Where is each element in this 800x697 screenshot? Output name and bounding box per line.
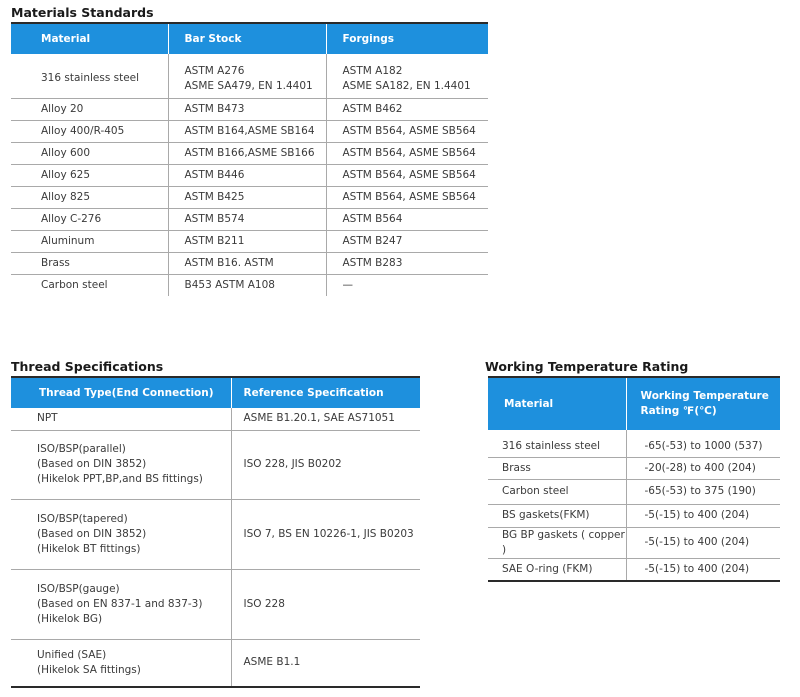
table-row [11, 186, 488, 208]
temp-material-cell: 316 stainless steel [488, 436, 626, 457]
forgings-cell: ASTM B283 [326, 252, 488, 274]
materials-header-row [11, 23, 488, 54]
material-cell: Aluminum [11, 230, 168, 252]
bar-stock-cell: ASTM B211 [168, 230, 326, 252]
temp-material-cell: Carbon steel [488, 479, 626, 504]
table-row [488, 527, 780, 558]
temp-rating-cell: -20(-28) to 400 (204) [626, 457, 780, 479]
material-cell: Alloy C-276 [11, 208, 168, 230]
table-row [11, 120, 488, 142]
forgings-cell: ASTM B564, ASME SB564 [326, 120, 488, 142]
table-row [11, 430, 420, 499]
temperature-header-row [488, 377, 780, 430]
material-cell: Carbon steel [11, 274, 168, 296]
temp-material-cell: Brass [488, 457, 626, 479]
temp-rating-cell: -5(-15) to 400 (204) [626, 504, 780, 527]
thread-title: Thread Specifications [11, 359, 164, 374]
temp-material-cell: BS gaskets(FKM) [488, 504, 626, 527]
bar-stock-cell: B453 ASTM A108 [168, 274, 326, 296]
material-cell: Alloy 825 [11, 186, 168, 208]
material-cell: Alloy 20 [11, 98, 168, 120]
bar-stock-cell: ASTM B425 [168, 186, 326, 208]
temp-rating-cell: -5(-15) to 400 (204) [626, 527, 780, 558]
temperature-title: Working Temperature Rating [485, 359, 689, 374]
temp-rating-cell: -65(-53) to 1000 (537) [626, 436, 780, 457]
table-row [11, 142, 488, 164]
bar-stock-cell: ASTM B166,ASME SB166 [168, 142, 326, 164]
temperature-table [488, 376, 780, 582]
header-reference-spec: Reference Specification [231, 377, 420, 408]
bar-stock-cell: ASTM A276 ASME SA479, EN 1.4401 [168, 60, 326, 98]
thread-table [11, 376, 420, 688]
table-row [11, 274, 488, 296]
temp-rating-cell: -65(-53) to 375 (190) [626, 479, 780, 504]
material-cell: Alloy 625 [11, 164, 168, 186]
material-cell: Alloy 400/R-405 [11, 120, 168, 142]
thread-type-cell: Unified (SAE) (Hikelok SA fittings) [11, 639, 231, 687]
header-bar-stock: Bar Stock [168, 23, 326, 54]
reference-spec-cell: ISO 7, BS EN 10226-1, JIS B0203 [231, 499, 420, 569]
thread-type-cell: ISO/BSP(tapered) (Based on DIN 3852) (Hikelok BT fittings) [11, 499, 231, 569]
table-row [11, 252, 488, 274]
bar-stock-cell: ASTM B574 [168, 208, 326, 230]
bar-stock-cell: ASTM B164,ASME SB164 [168, 120, 326, 142]
reference-spec-cell: ASME B1.20.1, SAE AS71051 [231, 408, 420, 430]
header-temp-material: Material [488, 377, 626, 430]
reference-spec-cell: ASME B1.1 [243, 656, 301, 669]
table-row [11, 98, 488, 120]
table-row [11, 639, 420, 687]
temp-material-cell: BG BP gaskets ( copper ) [488, 527, 626, 558]
bar-stock-cell: ASTM B473 [168, 98, 326, 120]
temp-material-cell: SAE O-ring (FKM) [488, 558, 626, 581]
forgings-cell: ASTM B564, ASME SB564 [326, 186, 488, 208]
materials-title: Materials Standards [11, 5, 154, 20]
forgings-cell: ASTM B564 [326, 208, 488, 230]
forgings-cell: ASTM A182 ASME SA182, EN 1.4401 [326, 60, 488, 98]
thread-type-cell: ISO/BSP(gauge) (Based on EN 837-1 and 837-3) (Hikelok BG) [11, 569, 231, 639]
table-row [11, 230, 488, 252]
table-row [488, 457, 780, 479]
forgings-cell: — [342, 278, 353, 291]
table-row [488, 504, 780, 527]
header-thread-type: Thread Type(End Connection) [11, 377, 231, 408]
forgings-cell: ASTM B564, ASME SB564 [326, 164, 488, 186]
table-row [11, 208, 488, 230]
material-cell: Brass [11, 252, 168, 274]
bar-stock-cell: ASTM B16. ASTM [168, 252, 326, 274]
forgings-cell: ASTM B462 [326, 98, 488, 120]
table-row [11, 569, 420, 639]
materials-table [11, 22, 488, 296]
bar-stock-cell: ASTM B446 [168, 164, 326, 186]
thread-type-cell: ISO/BSP(parallel) (Based on DIN 3852) (Hikelok PPT,BP,and BS fittings) [11, 430, 231, 499]
material-cell: Alloy 600 [11, 142, 168, 164]
table-row [11, 408, 420, 430]
header-forgings: Forgings [326, 23, 488, 54]
forgings-cell: ASTM B247 [326, 230, 488, 252]
reference-spec-cell: ISO 228 [231, 569, 420, 639]
thread-header-row [11, 377, 420, 408]
table-row [488, 479, 780, 504]
table-row [488, 436, 780, 457]
thread-type-cell: NPT [11, 408, 231, 430]
table-row [11, 60, 488, 98]
temp-rating-cell: -5(-15) to 400 (204) [644, 562, 750, 575]
table-row [11, 499, 420, 569]
header-material: Material [11, 23, 168, 54]
material-cell: 316 stainless steel [11, 60, 168, 98]
table-row [11, 164, 488, 186]
reference-spec-cell: ISO 228, JIS B0202 [231, 430, 420, 499]
table-row [488, 558, 780, 581]
header-working-temperature: Working Temperature Rating ℉(℃) [626, 377, 780, 430]
forgings-cell: ASTM B564, ASME SB564 [326, 142, 488, 164]
